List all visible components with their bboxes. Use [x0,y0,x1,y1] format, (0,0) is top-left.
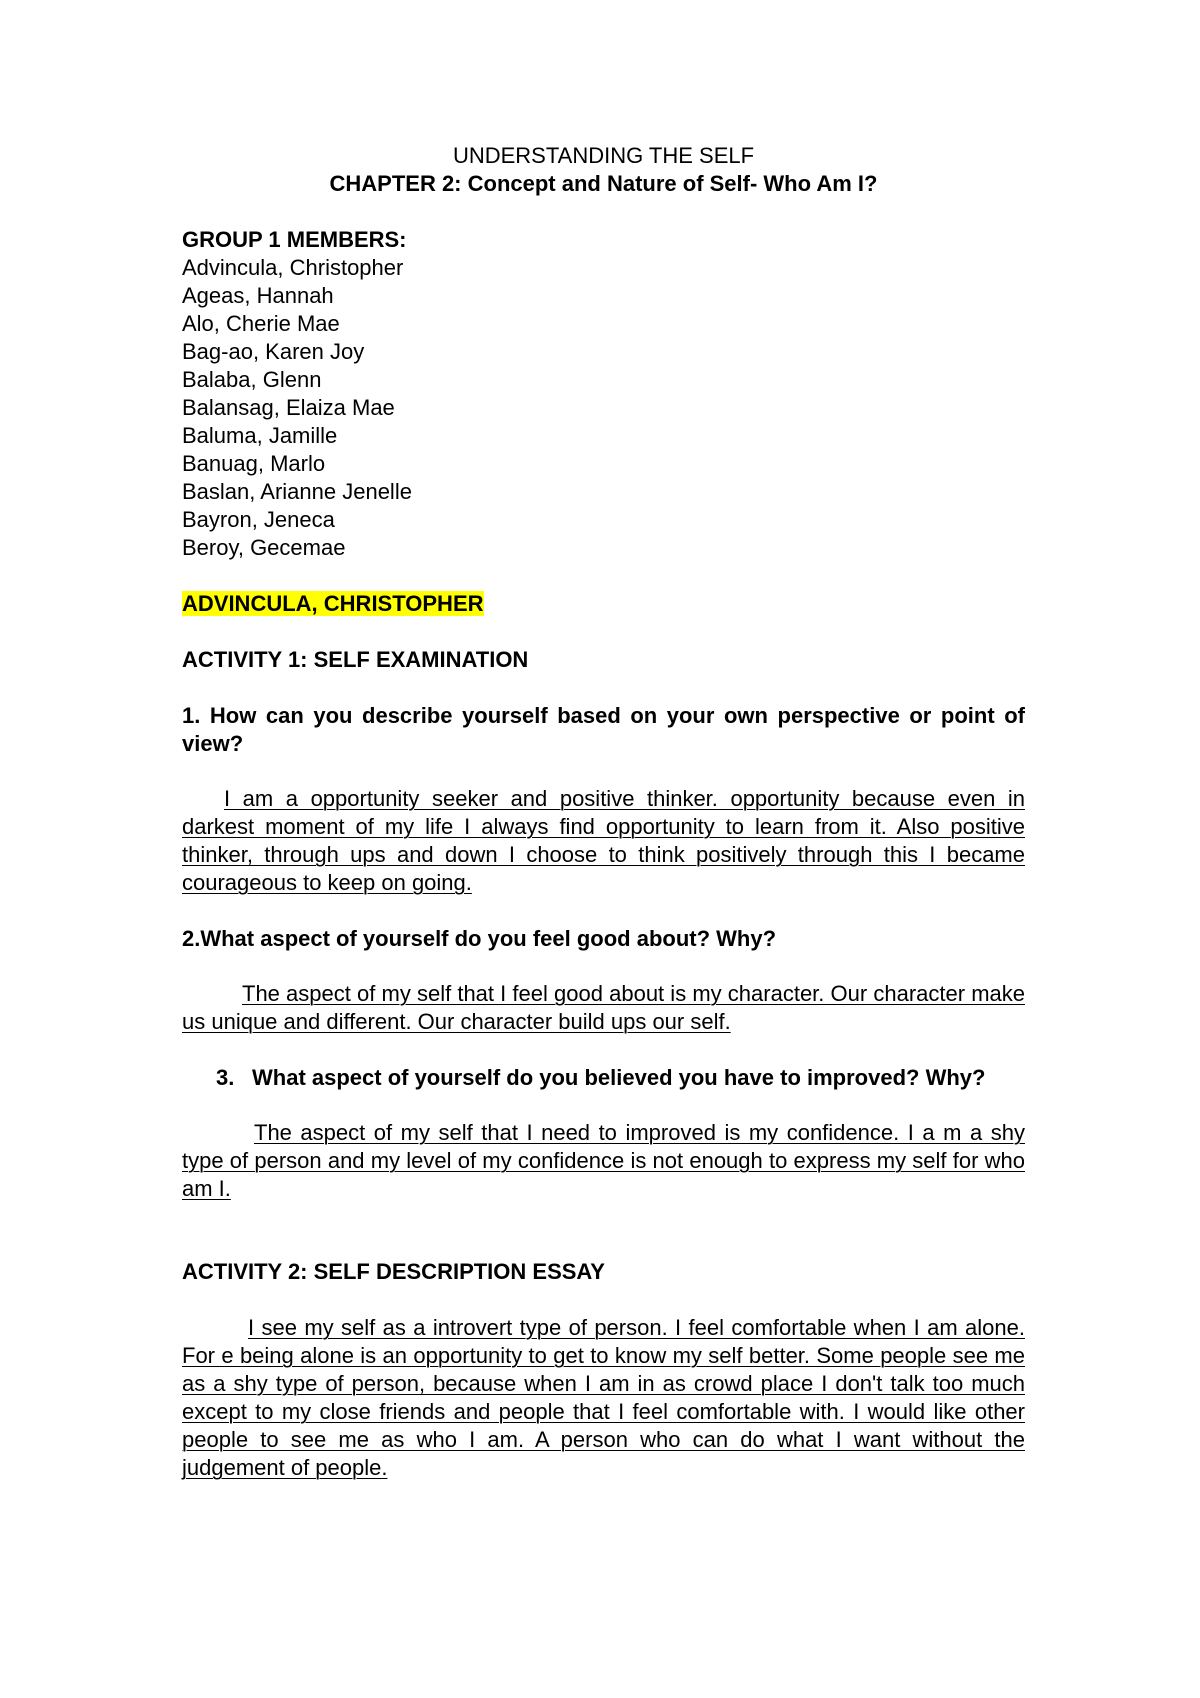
question-2: 2.What aspect of yourself do you feel good about? Why? [182,926,777,951]
document-title: UNDERSTANDING THE SELF [452,143,755,168]
activity1-title: ACTIVITY 1: SELF EXAMINATION [182,647,529,672]
answer-2: The aspect of my self that I feel good about is my character. Our character make us unique and different. Our character build ups our self. [182,981,1025,1034]
question-3-text: What aspect of yourself do you believed you have to improved? Why? [252,1065,986,1090]
activity2-title: ACTIVITY 2: SELF DESCRIPTION ESSAY [182,1259,605,1284]
essay-paragraph [182,1314,1025,1482]
student-name: ADVINCULA, CHRISTOPHER [182,591,484,616]
question-1: 1. How can you describe yourself based on your own perspective or point of view? [182,703,1025,756]
answer-1-paragraph [182,785,1025,897]
essay-text: I see my self as a introvert type of person. I feel comfortable when I am alone. For e being alone is an opportunity to get to know my self better. Some people see me as a shy type of person, because when I am in as crowd place I don't talk too much except to my close friends and people that I feel comfortable with. I would like other people to see me as who I am. A person who can do what I want without the judgement of people. [182,1315,1025,1480]
member-name: Banuag, Marlo [182,451,326,476]
question-3 [182,1064,1025,1092]
answer-3: The aspect of my self that I need to improved is my confidence. I a m a shy type of person and my level of my confidence is not enough to express my self for who am I. [182,1120,1025,1201]
chapter-title: CHAPTER 2: Concept and Nature of Self- Who Am I? [329,171,878,196]
member-name: Advincula, Christopher [182,255,404,280]
member-name: Bayron, Jeneca [182,507,335,532]
group-label: GROUP 1 MEMBERS: [182,227,407,252]
answer-3-paragraph [182,1119,1025,1203]
answer-2-paragraph [182,980,1025,1036]
member-name: Balaba, Glenn [182,367,322,392]
member-name: Alo, Cherie Mae [182,311,340,336]
member-name: Bag-ao, Karen Joy [182,339,365,364]
member-name: Beroy, Gecemae [182,535,346,560]
member-name: Ageas, Hannah [182,283,334,308]
document-body [182,142,1025,1482]
member-list [182,254,1025,562]
member-name: Baslan, Arianne Jenelle [182,479,412,504]
member-name: Balansag, Elaiza Mae [182,395,395,420]
question-3-number: 3. [216,1065,235,1090]
answer-1: I am a opportunity seeker and positive thinker. opportunity because even in darkest moment of my life I always find opportunity to learn from it. Also positive thinker, through ups and down I choose to think positively through this I became courageous to keep on going. [182,786,1025,895]
member-name: Baluma, Jamille [182,423,338,448]
